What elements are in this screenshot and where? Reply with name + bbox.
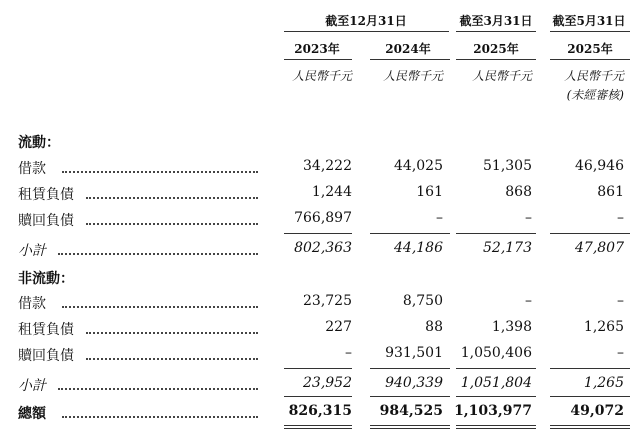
subtotal-rule-3: [456, 368, 536, 369]
cell-noncurrent-subtotal-2025mar: 1,051,804: [460, 375, 532, 391]
cell-noncurrent-borrowings-2023: 23,725: [303, 293, 352, 309]
subtotal-rule-4: [550, 368, 630, 369]
header-group-rule-dec31: [284, 31, 449, 32]
cell-current-subtotal-2025mar: 52,173: [483, 240, 532, 256]
header-unit-1: 人民幣千元: [291, 69, 352, 83]
cell-noncurrent-borrowings-2024: 8,750: [402, 293, 443, 309]
row-label-noncurrent-subtotal: 小計: [18, 378, 46, 394]
section-title-non-current: 非流動：: [18, 271, 74, 287]
cell-noncurrent-redemption-2025may: –: [617, 345, 624, 361]
dot-leader: [86, 358, 258, 360]
cell-current-borrowings-2025may: 46,946: [575, 158, 624, 174]
dot-leader: [86, 332, 258, 334]
header-group-mar31: 截至3月31日: [459, 14, 533, 28]
row-label-current-lease: 租賃負債: [18, 187, 74, 203]
cell-current-lease-2025mar: 868: [505, 184, 532, 200]
dot-leader: [58, 253, 258, 255]
cell-noncurrent-subtotal-2025may: 1,265: [583, 375, 624, 391]
cell-total-2023: 826,315: [288, 403, 352, 419]
cell-current-subtotal-2025may: 47,807: [575, 240, 624, 256]
total-double-rule-1: [284, 425, 352, 429]
cell-total-2024: 984,525: [379, 403, 443, 419]
cell-current-redemption-2024: –: [436, 210, 443, 226]
cell-noncurrent-redemption-2023: –: [345, 345, 352, 361]
header-group-dec31: 截至12月31日: [325, 14, 407, 28]
subtotal-rule-1: [284, 233, 352, 234]
cell-noncurrent-borrowings-2025may: –: [617, 293, 624, 309]
dot-leader: [58, 388, 258, 390]
row-label-current-redemption: 贖回負債: [18, 213, 74, 229]
cell-current-redemption-2025mar: –: [525, 210, 532, 226]
header-year-rule-1: [284, 59, 352, 60]
total-rule-4: [550, 396, 630, 397]
header-group-rule-may31: [550, 31, 630, 32]
subtotal-rule-4: [550, 233, 630, 234]
dot-leader: [62, 306, 258, 308]
section-title-current: 流動：: [18, 135, 60, 151]
header-unit-2: 人民幣千元: [382, 69, 443, 83]
header-unit-4: 人民幣千元: [563, 69, 624, 83]
header-year-rule-3: [456, 59, 536, 60]
total-double-rule-3: [456, 425, 536, 429]
total-double-rule-2: [370, 425, 450, 429]
subtotal-rule-2: [370, 233, 450, 234]
header-year-rule-4: [550, 59, 630, 60]
cell-current-borrowings-2023: 34,222: [303, 158, 352, 174]
header-year-2025-mar: 2025年: [473, 42, 519, 56]
cell-noncurrent-redemption-2025mar: 1,050,406: [460, 345, 532, 361]
cell-noncurrent-borrowings-2025mar: –: [525, 293, 532, 309]
subtotal-rule-3: [456, 233, 536, 234]
subtotal-rule-1: [284, 368, 352, 369]
cell-noncurrent-lease-2025may: 1,265: [583, 319, 624, 335]
subtotal-rule-2: [370, 368, 450, 369]
row-label-noncurrent-borrowings: 借款: [18, 296, 46, 312]
cell-total-2025mar: 1,103,977: [454, 403, 532, 419]
header-year-2024: 2024年: [385, 42, 431, 56]
cell-current-redemption-2025may: –: [617, 210, 624, 226]
total-double-rule-4: [550, 425, 630, 429]
row-label-noncurrent-redemption: 贖回負債: [18, 348, 74, 364]
dot-leader: [86, 223, 258, 225]
cell-current-subtotal-2023: 802,363: [294, 240, 352, 256]
cell-current-borrowings-2025mar: 51,305: [483, 158, 532, 174]
cell-current-redemption-2023: 766,897: [294, 210, 352, 226]
cell-noncurrent-lease-2023: 227: [325, 319, 352, 335]
header-year-rule-2: [370, 59, 450, 60]
dot-leader: [86, 197, 258, 199]
header-group-rule-mar31: [456, 31, 536, 32]
cell-current-lease-2023: 1,244: [311, 184, 352, 200]
total-rule-3: [456, 396, 536, 397]
cell-noncurrent-lease-2024: 88: [425, 319, 443, 335]
cell-current-lease-2025may: 861: [597, 184, 624, 200]
cell-total-2025may: 49,072: [570, 403, 624, 419]
header-group-may31: 截至5月31日: [552, 14, 626, 28]
cell-noncurrent-redemption-2024: 931,501: [385, 345, 443, 361]
row-label-current-borrowings: 借款: [18, 161, 46, 177]
cell-current-borrowings-2024: 44,025: [394, 158, 443, 174]
dot-leader: [62, 171, 258, 173]
cell-current-subtotal-2024: 44,186: [394, 240, 443, 256]
cell-noncurrent-lease-2025mar: 1,398: [491, 319, 532, 335]
total-rule-2: [370, 396, 450, 397]
row-label-current-subtotal: 小計: [18, 243, 46, 259]
row-label-total: 總額: [18, 406, 46, 422]
row-label-noncurrent-lease: 租賃負債: [18, 322, 74, 338]
dot-leader: [62, 416, 258, 418]
header-year-2023: 2023年: [294, 42, 340, 56]
header-year-2025-may: 2025年: [567, 42, 613, 56]
total-rule-1: [284, 396, 352, 397]
header-unit-3: 人民幣千元: [471, 69, 532, 83]
cell-noncurrent-subtotal-2024: 940,339: [385, 375, 443, 391]
cell-current-lease-2024: 161: [416, 184, 443, 200]
cell-noncurrent-subtotal-2023: 23,952: [303, 375, 352, 391]
header-unaudited-note: (未經審核): [566, 88, 624, 102]
